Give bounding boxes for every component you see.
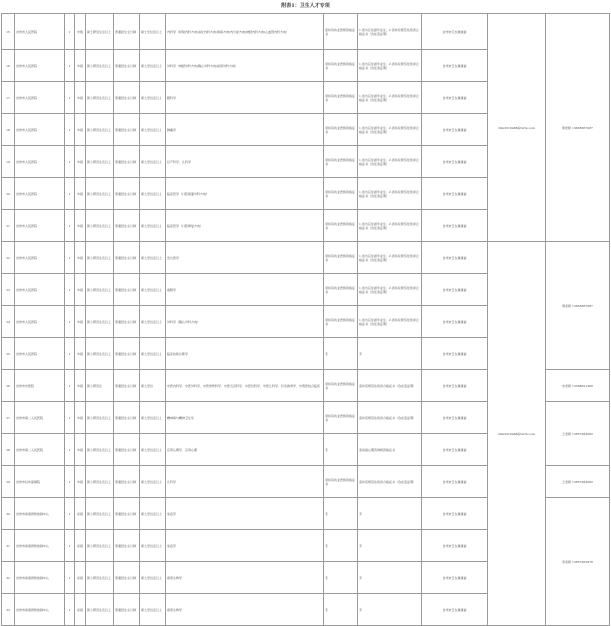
cell-level: 中级	[75, 306, 86, 338]
cell-cert: 需持有执业医师资格证书	[324, 146, 358, 178]
cell-degree: 普通招生全日制	[114, 434, 140, 466]
cell-org: 台州市卫生健康委	[422, 338, 488, 370]
cell-unit: 台州市人民医院	[15, 338, 65, 370]
cell-no: 26	[2, 370, 15, 402]
cell-org: 台州市卫生健康委	[422, 402, 488, 434]
cell-email: rmk2516468@tzrm.com	[488, 14, 546, 242]
cell-major: 外科学（神经外科方向/胸心外科方向/泌尿外科方向）	[166, 50, 324, 82]
cell-no: 28	[2, 434, 15, 466]
cell-no: 24	[2, 306, 15, 338]
cell-edu: 硕士研究生及以上	[86, 242, 114, 274]
cell-contact: 王老师 13857263082	[546, 402, 610, 466]
cell-major: 急诊医学	[166, 242, 324, 274]
cell-unit: 台州市人民医院	[15, 82, 65, 114]
cell-deg2: 硕士学位及以上	[140, 242, 166, 274]
cell-major: 中医内科学、中医外科学、中医骨伤科学、中医五官科学、中医妇科学、中医儿科学、针灸推拿学、中西医结合临床	[166, 370, 324, 402]
cell-cert: 需持有执业医师资格证书	[324, 402, 358, 434]
cell-deg2: 硕士学位及以上	[140, 50, 166, 82]
cell-no: 32	[2, 562, 15, 594]
cell-note: 1.需为应往届毕业生；2.需持有规范化培训合格证书（含在读证明）	[358, 306, 422, 338]
cell-no: 25	[2, 338, 15, 370]
cell-count: 1	[65, 370, 75, 402]
cell-count: 1	[65, 178, 75, 210]
cell-no: 21	[2, 210, 15, 242]
cell-note: 1.需为应往届毕业生；2.需持有规范化培训合格证书（含在读证明）	[358, 14, 422, 50]
cell-edu: 硕士研究生及以上	[86, 402, 114, 434]
cell-note: 无	[358, 562, 422, 594]
cell-level: 中级	[75, 370, 86, 402]
cell-deg2: 硕士学位及以上	[140, 274, 166, 306]
cell-major: 应用心理学、应用心理	[166, 434, 324, 466]
cell-major: 临床医学（口腔修复方向）	[166, 210, 324, 242]
cell-degree: 普通招生全日制	[114, 178, 140, 210]
cell-level: 中级	[75, 178, 86, 210]
cell-major: 肿瘤学	[166, 114, 324, 146]
cell-level: 中级	[75, 14, 86, 50]
cell-org: 台州市卫生健康委	[422, 434, 488, 466]
cell-edu: 硕士研究生及以上	[86, 306, 114, 338]
cell-count: 1	[65, 146, 75, 178]
cell-degree: 普通招生全日制	[114, 82, 140, 114]
cell-org: 台州市卫生健康委	[422, 306, 488, 338]
cell-degree: 普通招生全日制	[114, 306, 140, 338]
cell-major: 眼科学	[166, 82, 324, 114]
cell-cert: 需持有执业医师资格证书	[324, 306, 358, 338]
cell-major: 免疫学	[166, 498, 324, 530]
cell-major: 病原生物学	[166, 594, 324, 626]
cell-edu: 硕士研究生及以上	[86, 274, 114, 306]
cell-cert: 无	[324, 434, 358, 466]
cell-cert: 无	[324, 530, 358, 562]
cell-count: 1	[65, 402, 75, 434]
cell-degree: 普通招生全日制	[114, 594, 140, 626]
cell-cert: 需持有执业医师资格证书	[324, 50, 358, 82]
cell-cert: 需持有执业医师资格证书	[324, 274, 358, 306]
cell-note: 1.需为应往届毕业生；2.需持有规范化培训合格证书（含在读证明）	[358, 50, 422, 82]
cell-unit: 台州市中医院	[15, 370, 65, 402]
cell-note: 1.需为应往届毕业生；2.需持有规范化培训合格证书（含在读证明）	[358, 178, 422, 210]
cell-deg2: 硕士学位及以上	[140, 562, 166, 594]
cell-level: 中级	[75, 114, 86, 146]
cell-no: 31	[2, 530, 15, 562]
cell-degree: 普通招生全日制	[114, 338, 140, 370]
cell-edu: 硕士研究生及以上	[86, 14, 114, 50]
job-table	[1, 13, 610, 626]
cell-unit: 台州市人民医院	[15, 14, 65, 50]
cell-unit: 台州市人民医院	[15, 114, 65, 146]
cell-cert: 需持有执业医师资格证书	[324, 466, 358, 498]
cell-contact: 李老师 13857262976	[546, 498, 610, 626]
cell-note: 1.需为应往届毕业生；2.需持有规范化培训合格证书（含在读证明）	[358, 274, 422, 306]
cell-deg2: 硕士学位及以上	[140, 82, 166, 114]
cell-level: 初级	[75, 498, 86, 530]
cell-unit: 台州市第二人民医院	[15, 402, 65, 434]
cell-unit: 台州市人民医院	[15, 146, 65, 178]
cell-major: 精神病与精神卫生学	[166, 402, 324, 434]
cell-degree: 普通招生全日制	[114, 562, 140, 594]
cell-deg2: 硕士学位及以上	[140, 210, 166, 242]
cell-degree: 普通招生全日制	[114, 370, 140, 402]
cell-unit: 台州市疾病预防控制中心	[15, 594, 65, 626]
cell-count: 1	[65, 562, 75, 594]
cell-cert: 无	[324, 594, 358, 626]
cell-cert: 需持有执业医师资格证书	[324, 14, 358, 50]
cell-email: rmk2516468@tzrm.com	[488, 242, 546, 626]
cell-note: 1.需为应往届毕业生；2.需持有规范化培训合格证书（含在读证明）	[358, 242, 422, 274]
cell-unit: 台州市人民医院	[15, 210, 65, 242]
cell-level: 中级	[75, 82, 86, 114]
cell-edu: 硕士研究生及以上	[86, 146, 114, 178]
cell-degree: 普通招生全日制	[114, 530, 140, 562]
cell-no: 23	[2, 274, 15, 306]
cell-level: 初级	[75, 530, 86, 562]
cell-org: 台州市卫生健康委	[422, 114, 488, 146]
cell-degree: 普通招生全日制	[114, 402, 140, 434]
cell-count: 1	[65, 242, 75, 274]
cell-note: 需持有规范化培训合格证书（含在读证明）	[358, 402, 422, 434]
cell-level: 中级	[75, 434, 86, 466]
cell-deg2: 硕士学位及以上	[140, 14, 166, 50]
cell-edu: 硕士研究生及以上	[86, 530, 114, 562]
cell-cert: 无	[324, 562, 358, 594]
cell-org: 台州市卫生健康委	[422, 370, 488, 402]
cell-note: 需持有规范化培训合格证书（含在读证明）	[358, 370, 422, 402]
cell-deg2: 硕士学位及以上	[140, 178, 166, 210]
cell-edu: 硕士研究生及以上	[86, 114, 114, 146]
cell-deg2: 硕士学位及以上	[140, 594, 166, 626]
cell-level: 中级	[75, 210, 86, 242]
cell-level: 中级	[75, 242, 86, 274]
cell-degree: 普通招生全日制	[114, 114, 140, 146]
cell-no: 33	[2, 594, 15, 626]
cell-count: 1	[65, 338, 75, 370]
cell-unit: 台州市人民医院	[15, 274, 65, 306]
cell-major: 免疫学	[166, 530, 324, 562]
cell-major: 儿科学	[166, 466, 324, 498]
cell-edu: 硕士研究生及以上	[86, 50, 114, 82]
cell-count: 1	[65, 14, 75, 50]
cell-degree: 普通招生全日制	[114, 242, 140, 274]
cell-org: 台州市卫生健康委	[422, 82, 488, 114]
cell-note: 无	[358, 594, 422, 626]
cell-edu: 硕士研究生及以上	[86, 82, 114, 114]
cell-count: 1	[65, 210, 75, 242]
cell-cert: 无	[324, 338, 358, 370]
cell-major: 病原生物学	[166, 562, 324, 594]
cell-edu: 硕士研究生	[86, 370, 114, 402]
cell-note: 需具备心理咨询师资格证书	[358, 434, 422, 466]
cell-edu: 硕士研究生及以上	[86, 210, 114, 242]
cell-cert: 需持有执业医师资格证书	[324, 210, 358, 242]
cell-edu: 硕士研究生及以上	[86, 498, 114, 530]
cell-note: 1.需为应往届毕业生；2.需持有规范化培训合格证书（含在读证明）	[358, 114, 422, 146]
cell-no: 22	[2, 242, 15, 274]
cell-deg2: 硕士学位及以上	[140, 402, 166, 434]
cell-note: 1.需为应往届毕业生；2.需持有规范化培训合格证书（含在读证明）	[358, 82, 422, 114]
cell-cert: 需持有执业医师资格证书	[324, 370, 358, 402]
cell-degree: 普通招生全日制	[114, 50, 140, 82]
cell-major: 外科学（胸心外科方向）	[166, 306, 324, 338]
cell-deg2: 硕士学位及以上	[140, 338, 166, 370]
cell-count: 1	[65, 498, 75, 530]
cell-major: 临床检验诊断学	[166, 338, 324, 370]
cell-no: 20	[2, 178, 15, 210]
cell-edu: 硕士研究生及以上	[86, 178, 114, 210]
cell-deg2: 硕士学位及以上	[140, 530, 166, 562]
table-row	[2, 14, 610, 50]
cell-unit: 台州市疾病预防控制中心	[15, 562, 65, 594]
cell-deg2: 硕士学位及以上	[140, 498, 166, 530]
cell-major: 临床医学（口腔颌面外科方向）	[166, 178, 324, 210]
cell-level: 初级	[75, 562, 86, 594]
cell-contact: 朱老师 13588021360	[546, 370, 610, 402]
cell-no: 15	[2, 14, 15, 50]
cell-count: 1	[65, 82, 75, 114]
cell-org: 台州市卫生健康委	[422, 210, 488, 242]
cell-edu: 硕士研究生及以上	[86, 434, 114, 466]
cell-count: 1	[65, 594, 75, 626]
cell-cert: 需持有执业医师资格证书	[324, 178, 358, 210]
cell-edu: 硕士研究生及以上	[86, 338, 114, 370]
cell-major: 内科学（呼吸内科方向/消化内科方向/肾病方向/内分泌方向/神经内科方向/心血管内科方向）	[166, 14, 324, 50]
cell-no: 27	[2, 402, 15, 434]
cell-edu: 硕士研究生及以上	[86, 466, 114, 498]
cell-degree: 普通招生全日制	[114, 274, 140, 306]
table-row	[2, 242, 610, 274]
cell-level: 初级	[75, 594, 86, 626]
cell-count: 1	[65, 466, 75, 498]
cell-cert: 无	[324, 498, 358, 530]
cell-org: 台州市卫生健康委	[422, 274, 488, 306]
cell-count: 1	[65, 50, 75, 82]
cell-cert: 需持有执业医师资格证书	[324, 82, 358, 114]
cell-count: 1	[65, 434, 75, 466]
cell-degree: 普通招生全日制	[114, 210, 140, 242]
cell-deg2: 硕士学位及以上	[140, 466, 166, 498]
cell-deg2: 硕士学位及以上	[140, 146, 166, 178]
cell-edu: 硕士研究生及以上	[86, 562, 114, 594]
cell-unit: 台州市人民医院	[15, 50, 65, 82]
document-title: 附表1：卫生人才专项	[281, 3, 330, 9]
cell-degree: 普通招生全日制	[114, 14, 140, 50]
cell-degree: 普通招生全日制	[114, 466, 140, 498]
cell-level: 中级	[75, 338, 86, 370]
cell-org: 台州市卫生健康委	[422, 14, 488, 50]
cell-no: 18	[2, 114, 15, 146]
cell-level: 中级	[75, 466, 86, 498]
cell-edu: 硕士研究生及以上	[86, 594, 114, 626]
cell-contact: 周老师 13805867087	[546, 242, 610, 370]
cell-cert: 需持有执业医师资格证书	[324, 114, 358, 146]
cell-degree: 普通招生全日制	[114, 498, 140, 530]
cell-unit: 台州市疾病预防控制中心	[15, 498, 65, 530]
cell-level: 中级	[75, 146, 86, 178]
cell-note: 需持有规范化培训合格证书（含在读证明）	[358, 466, 422, 498]
cell-no: 30	[2, 498, 15, 530]
cell-no: 19	[2, 146, 15, 178]
cell-count: 1	[65, 306, 75, 338]
cell-no: 29	[2, 466, 15, 498]
cell-org: 台州市卫生健康委	[422, 562, 488, 594]
cell-unit: 台州市人民医院	[15, 306, 65, 338]
cell-count: 1	[65, 114, 75, 146]
cell-major: 麻醉学	[166, 274, 324, 306]
cell-count: 1	[65, 274, 75, 306]
cell-unit: 台州市疾病预防控制中心	[15, 530, 65, 562]
cell-no: 17	[2, 82, 15, 114]
cell-unit: 台州市人民医院	[15, 242, 65, 274]
cell-note: 无	[358, 530, 422, 562]
cell-org: 台州市卫生健康委	[422, 146, 488, 178]
cell-note: 1.需为应往届毕业生；2.需持有规范化培训合格证书（含在读证明）	[358, 146, 422, 178]
cell-note: 1.需为应往届毕业生；2.需持有规范化培训合格证书（含在读证明）	[358, 210, 422, 242]
cell-org: 台州市卫生健康委	[422, 594, 488, 626]
cell-org: 台州市卫生健康委	[422, 242, 488, 274]
cell-level: 中级	[75, 50, 86, 82]
cell-org: 台州市卫生健康委	[422, 530, 488, 562]
cell-cert: 需持有执业医师资格证书	[324, 242, 358, 274]
cell-deg2: 硕士学位及以上	[140, 434, 166, 466]
cell-note: 无	[358, 338, 422, 370]
cell-count: 1	[65, 530, 75, 562]
cell-org: 台州市卫生健康委	[422, 178, 488, 210]
cell-contact: 周老师 13805867087	[546, 14, 610, 242]
cell-contact: 王老师 13857263082	[546, 466, 610, 498]
cell-org: 台州市卫生健康委	[422, 466, 488, 498]
cell-level: 中级	[75, 402, 86, 434]
cell-level: 中级	[75, 274, 86, 306]
cell-unit: 台州市妇幼保健院	[15, 466, 65, 498]
cell-degree: 普通招生全日制	[114, 146, 140, 178]
cell-org: 台州市卫生健康委	[422, 50, 488, 82]
cell-deg2: 硕士学位及以上	[140, 306, 166, 338]
cell-note: 无	[358, 498, 422, 530]
cell-deg2: 硕士学位及以上	[140, 114, 166, 146]
cell-org: 台州市卫生健康委	[422, 498, 488, 530]
cell-unit: 台州市人民医院	[15, 178, 65, 210]
cell-deg2: 硕士学位	[140, 370, 166, 402]
cell-no: 16	[2, 50, 15, 82]
cell-major: 妇产科学、儿科学	[166, 146, 324, 178]
cell-unit: 台州市第二人民医院	[15, 434, 65, 466]
